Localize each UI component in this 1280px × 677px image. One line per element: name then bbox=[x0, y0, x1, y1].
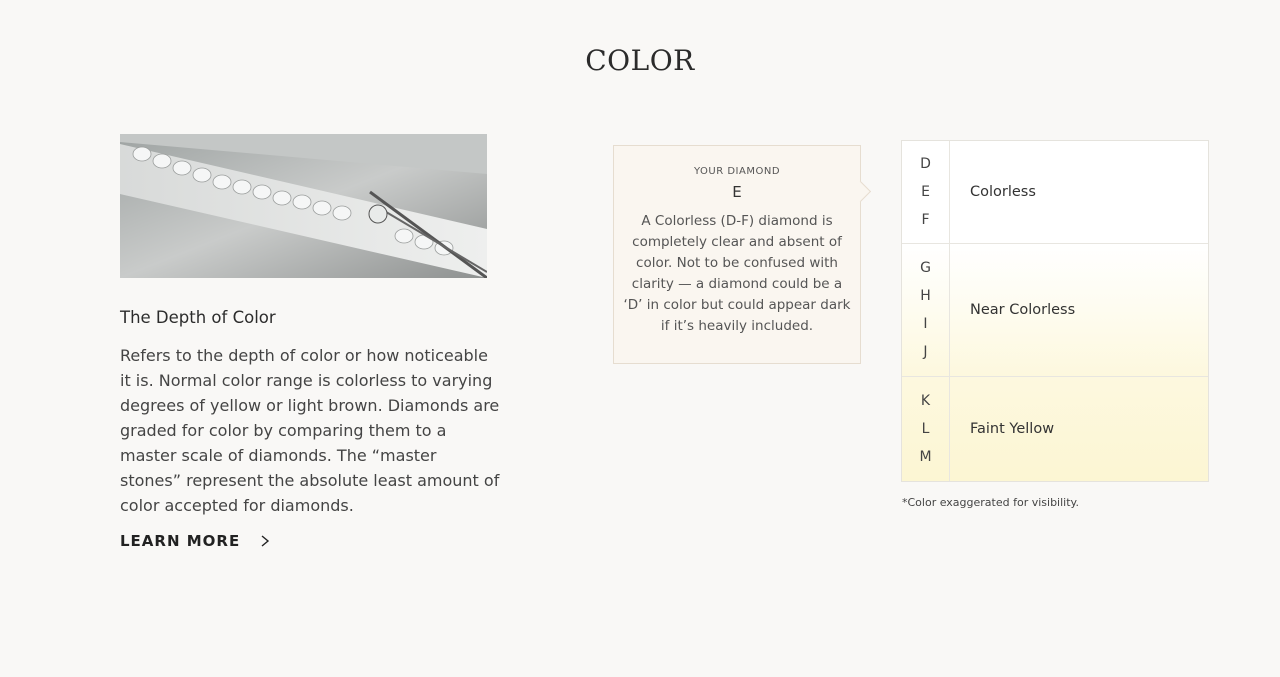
grade-row-faint-yellow[interactable] bbox=[902, 377, 1208, 481]
learn-more-link[interactable] bbox=[120, 532, 272, 550]
section-heading: The Depth of Color bbox=[120, 308, 276, 327]
grade-name: Colorless bbox=[970, 184, 1036, 200]
grade-letter: J bbox=[923, 344, 928, 360]
your-diamond-callout bbox=[613, 145, 861, 364]
grade-row-colorless[interactable] bbox=[902, 141, 1208, 244]
grade-letter: G bbox=[920, 260, 931, 276]
chevron-right-icon bbox=[258, 534, 272, 548]
your-diamond-label: YOUR DIAMOND bbox=[693, 166, 781, 177]
your-diamond-grade: E bbox=[732, 183, 742, 201]
grade-letter: K bbox=[920, 393, 931, 409]
grade-letter: D bbox=[920, 156, 931, 172]
grade-name: Faint Yellow bbox=[970, 421, 1055, 437]
grade-letters bbox=[902, 244, 950, 376]
grade-row-near-colorless[interactable] bbox=[902, 244, 1208, 377]
grade-name: Near Colorless bbox=[970, 302, 1076, 318]
grade-letter: M bbox=[919, 449, 932, 465]
grade-letters bbox=[902, 377, 950, 481]
color-grade-scale bbox=[901, 140, 1209, 482]
grade-letter: E bbox=[921, 184, 930, 200]
grade-letter: L bbox=[921, 421, 930, 437]
learn-more-label: LEARN MORE bbox=[120, 532, 241, 550]
page-title: COLOR bbox=[585, 44, 695, 77]
grade-letter: F bbox=[921, 212, 930, 228]
diamonds-photo bbox=[120, 134, 487, 278]
grade-letters bbox=[902, 141, 950, 243]
your-diamond-description: A Colorless (D-F) diamond is completely clear and absent of color. Not to be confused with clarity — a diamond could be a ‘D’ in color but could appear dark if it’s heavily included. bbox=[623, 213, 851, 334]
grade-letter: H bbox=[920, 288, 931, 304]
color-footnote: *Color exaggerated for visibility. bbox=[902, 496, 1079, 509]
grade-letter: I bbox=[923, 316, 928, 332]
description-text: Refers to the depth of color or how noticeable it is. Normal color range is colorless to varying degrees of yellow or light brown. Diamonds are graded for color by comparing them to a master scale of diamonds. The “master stones” represent the absolute least amount of color accepted for diamonds. bbox=[120, 346, 500, 515]
